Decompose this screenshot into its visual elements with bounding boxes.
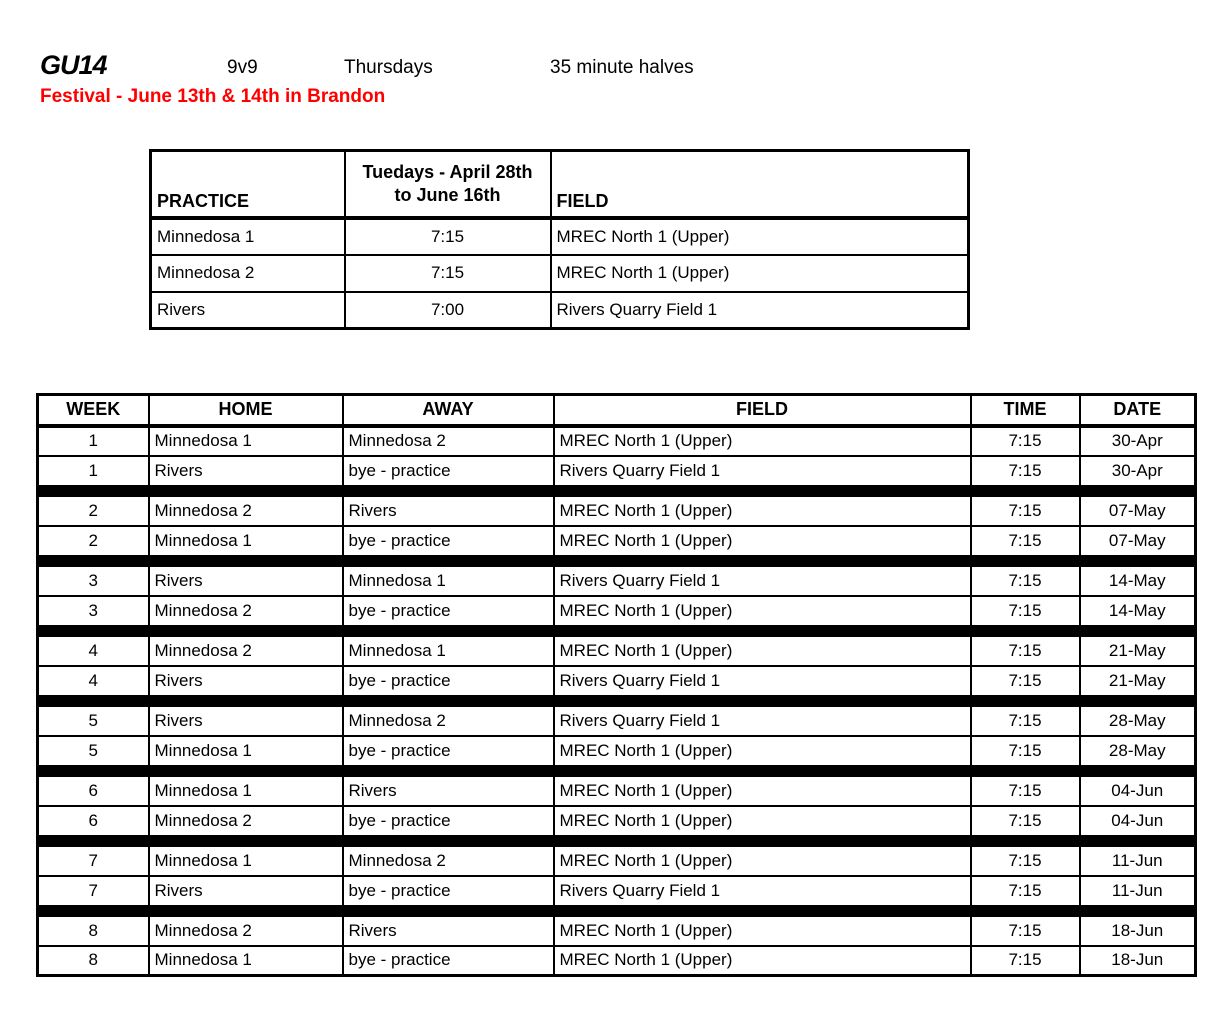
schedule-cell-home: Minnedosa 1 xyxy=(149,526,343,556)
schedule-cell-week: 4 xyxy=(38,666,149,696)
schedule-cell-field: MREC North 1 (Upper) xyxy=(554,526,971,556)
schedule-cell-week: 7 xyxy=(38,876,149,906)
week-separator xyxy=(38,486,1196,496)
schedule-cell-time: 7:15 xyxy=(971,846,1080,876)
schedule-cell-time: 7:15 xyxy=(971,946,1080,976)
schedule-cell-date: 30-Apr xyxy=(1080,426,1196,456)
schedule-table xyxy=(36,393,1197,977)
practice-header-field: FIELD xyxy=(551,151,969,218)
schedule-cell-away: bye - practice xyxy=(343,456,554,486)
schedule-row xyxy=(38,566,1196,596)
schedule-cell-field: Rivers Quarry Field 1 xyxy=(554,876,971,906)
schedule-cell-field: MREC North 1 (Upper) xyxy=(554,916,971,946)
schedule-cell-home: Minnedosa 1 xyxy=(149,776,343,806)
week-separator-bar xyxy=(38,766,1196,776)
schedule-cell-away: bye - practice xyxy=(343,876,554,906)
schedule-row xyxy=(38,666,1196,696)
schedule-row xyxy=(38,596,1196,626)
schedule-cell-week: 6 xyxy=(38,806,149,836)
schedule-row xyxy=(38,426,1196,456)
schedule-header-date: DATE xyxy=(1080,395,1196,426)
practice-cell-time: 7:00 xyxy=(345,292,551,329)
schedule-cell-week: 1 xyxy=(38,456,149,486)
week-separator-bar xyxy=(38,696,1196,706)
schedule-cell-time: 7:15 xyxy=(971,526,1080,556)
schedule-cell-time: 7:15 xyxy=(971,496,1080,526)
schedule-cell-week: 1 xyxy=(38,426,149,456)
schedule-cell-field: MREC North 1 (Upper) xyxy=(554,496,971,526)
schedule-cell-week: 8 xyxy=(38,946,149,976)
schedule-cell-field: Rivers Quarry Field 1 xyxy=(554,706,971,736)
schedule-cell-away: bye - practice xyxy=(343,736,554,766)
practice-header-row xyxy=(151,151,969,218)
schedule-cell-away: Minnedosa 2 xyxy=(343,426,554,456)
schedule-cell-date: 07-May xyxy=(1080,526,1196,556)
schedule-cell-field: MREC North 1 (Upper) xyxy=(554,946,971,976)
schedule-cell-home: Minnedosa 2 xyxy=(149,636,343,666)
schedule-cell-week: 5 xyxy=(38,736,149,766)
halves-label: 35 minute halves xyxy=(550,57,694,78)
schedule-cell-time: 7:15 xyxy=(971,706,1080,736)
week-separator xyxy=(38,626,1196,636)
schedule-header-field: FIELD xyxy=(554,395,971,426)
schedule-row xyxy=(38,526,1196,556)
practice-header-dates: Tuedays - April 28th to June 16th xyxy=(345,151,551,218)
schedule-cell-time: 7:15 xyxy=(971,916,1080,946)
schedule-cell-time: 7:15 xyxy=(971,636,1080,666)
schedule-cell-home: Minnedosa 1 xyxy=(149,736,343,766)
schedule-cell-away: Rivers xyxy=(343,916,554,946)
practice-row xyxy=(151,218,969,255)
practice-cell-time: 7:15 xyxy=(345,218,551,255)
schedule-cell-away: Rivers xyxy=(343,496,554,526)
schedule-cell-time: 7:15 xyxy=(971,876,1080,906)
week-separator-bar xyxy=(38,486,1196,496)
schedule-cell-week: 7 xyxy=(38,846,149,876)
week-separator-bar xyxy=(38,626,1196,636)
schedule-cell-date: 28-May xyxy=(1080,706,1196,736)
practice-header-team: PRACTICE xyxy=(151,151,345,218)
schedule-cell-home: Rivers xyxy=(149,876,343,906)
practice-cell-time: 7:15 xyxy=(345,255,551,292)
schedule-cell-week: 8 xyxy=(38,916,149,946)
schedule-cell-field: MREC North 1 (Upper) xyxy=(554,736,971,766)
schedule-cell-away: bye - practice xyxy=(343,946,554,976)
schedule-cell-week: 2 xyxy=(38,526,149,556)
schedule-cell-home: Rivers xyxy=(149,706,343,736)
festival-note: Festival - June 13th & 14th in Brandon xyxy=(40,86,386,107)
schedule-header-home: HOME xyxy=(149,395,343,426)
schedule-row xyxy=(38,806,1196,836)
schedule-header-week: WEEK xyxy=(38,395,149,426)
schedule-cell-time: 7:15 xyxy=(971,806,1080,836)
schedule-cell-time: 7:15 xyxy=(971,566,1080,596)
schedule-cell-field: Rivers Quarry Field 1 xyxy=(554,566,971,596)
schedule-cell-home: Rivers xyxy=(149,456,343,486)
schedule-cell-time: 7:15 xyxy=(971,736,1080,766)
schedule-cell-time: 7:15 xyxy=(971,596,1080,626)
week-separator xyxy=(38,836,1196,846)
schedule-cell-away: bye - practice xyxy=(343,806,554,836)
schedule-row xyxy=(38,946,1196,976)
schedule-cell-home: Minnedosa 1 xyxy=(149,946,343,976)
schedule-cell-home: Minnedosa 2 xyxy=(149,806,343,836)
schedule-cell-time: 7:15 xyxy=(971,426,1080,456)
schedule-cell-field: Rivers Quarry Field 1 xyxy=(554,456,971,486)
format-label: 9v9 xyxy=(227,57,258,78)
schedule-cell-date: 11-Jun xyxy=(1080,846,1196,876)
schedule-cell-date: 18-Jun xyxy=(1080,946,1196,976)
game-day-label: Thursdays xyxy=(344,57,433,78)
schedule-cell-week: 3 xyxy=(38,566,149,596)
schedule-cell-time: 7:15 xyxy=(971,776,1080,806)
practice-table xyxy=(149,149,970,330)
schedule-cell-away: Minnedosa 2 xyxy=(343,846,554,876)
practice-cell-field: Rivers Quarry Field 1 xyxy=(551,292,969,329)
schedule-cell-field: MREC North 1 (Upper) xyxy=(554,846,971,876)
schedule-cell-home: Minnedosa 2 xyxy=(149,596,343,626)
schedule-cell-away: bye - practice xyxy=(343,666,554,696)
schedule-cell-date: 28-May xyxy=(1080,736,1196,766)
schedule-cell-time: 7:15 xyxy=(971,456,1080,486)
week-separator xyxy=(38,766,1196,776)
schedule-header-row xyxy=(38,395,1196,426)
schedule-cell-away: bye - practice xyxy=(343,526,554,556)
practice-row xyxy=(151,255,969,292)
week-separator-bar xyxy=(38,556,1196,566)
schedule-cell-date: 30-Apr xyxy=(1080,456,1196,486)
week-separator xyxy=(38,906,1196,916)
schedule-header-time: TIME xyxy=(971,395,1080,426)
schedule-cell-home: Minnedosa 2 xyxy=(149,496,343,526)
schedule-cell-field: MREC North 1 (Upper) xyxy=(554,636,971,666)
practice-row xyxy=(151,292,969,329)
schedule-cell-home: Minnedosa 2 xyxy=(149,916,343,946)
schedule-row xyxy=(38,776,1196,806)
schedule-cell-date: 11-Jun xyxy=(1080,876,1196,906)
schedule-cell-date: 21-May xyxy=(1080,636,1196,666)
schedule-cell-home: Minnedosa 1 xyxy=(149,846,343,876)
schedule-cell-away: Rivers xyxy=(343,776,554,806)
schedule-cell-away: Minnedosa 1 xyxy=(343,636,554,666)
schedule-cell-date: 04-Jun xyxy=(1080,776,1196,806)
schedule-row xyxy=(38,706,1196,736)
schedule-row xyxy=(38,876,1196,906)
schedule-cell-home: Rivers xyxy=(149,666,343,696)
page-title: GU14 xyxy=(40,50,107,80)
week-separator xyxy=(38,696,1196,706)
practice-cell-team: Rivers xyxy=(151,292,345,329)
schedule-cell-week: 5 xyxy=(38,706,149,736)
schedule-cell-date: 18-Jun xyxy=(1080,916,1196,946)
schedule-cell-away: Minnedosa 1 xyxy=(343,566,554,596)
schedule-row xyxy=(38,736,1196,766)
schedule-cell-date: 07-May xyxy=(1080,496,1196,526)
schedule-cell-home: Rivers xyxy=(149,566,343,596)
schedule-row xyxy=(38,496,1196,526)
practice-cell-team: Minnedosa 2 xyxy=(151,255,345,292)
schedule-cell-date: 14-May xyxy=(1080,566,1196,596)
practice-cell-field: MREC North 1 (Upper) xyxy=(551,255,969,292)
practice-cell-team: Minnedosa 1 xyxy=(151,218,345,255)
schedule-cell-field: Rivers Quarry Field 1 xyxy=(554,666,971,696)
schedule-row xyxy=(38,636,1196,666)
schedule-cell-away: bye - practice xyxy=(343,596,554,626)
week-separator-bar xyxy=(38,906,1196,916)
practice-cell-field: MREC North 1 (Upper) xyxy=(551,218,969,255)
schedule-cell-field: MREC North 1 (Upper) xyxy=(554,426,971,456)
schedule-cell-field: MREC North 1 (Upper) xyxy=(554,776,971,806)
schedule-cell-week: 2 xyxy=(38,496,149,526)
schedule-cell-time: 7:15 xyxy=(971,666,1080,696)
schedule-header-away: AWAY xyxy=(343,395,554,426)
schedule-row xyxy=(38,846,1196,876)
schedule-cell-date: 21-May xyxy=(1080,666,1196,696)
schedule-cell-field: MREC North 1 (Upper) xyxy=(554,806,971,836)
schedule-cell-week: 6 xyxy=(38,776,149,806)
schedule-row xyxy=(38,456,1196,486)
schedule-cell-field: MREC North 1 (Upper) xyxy=(554,596,971,626)
schedule-cell-date: 04-Jun xyxy=(1080,806,1196,836)
week-separator xyxy=(38,556,1196,566)
schedule-cell-away: Minnedosa 2 xyxy=(343,706,554,736)
schedule-cell-week: 4 xyxy=(38,636,149,666)
schedule-row xyxy=(38,916,1196,946)
schedule-cell-home: Minnedosa 1 xyxy=(149,426,343,456)
week-separator-bar xyxy=(38,836,1196,846)
schedule-cell-week: 3 xyxy=(38,596,149,626)
schedule-cell-date: 14-May xyxy=(1080,596,1196,626)
